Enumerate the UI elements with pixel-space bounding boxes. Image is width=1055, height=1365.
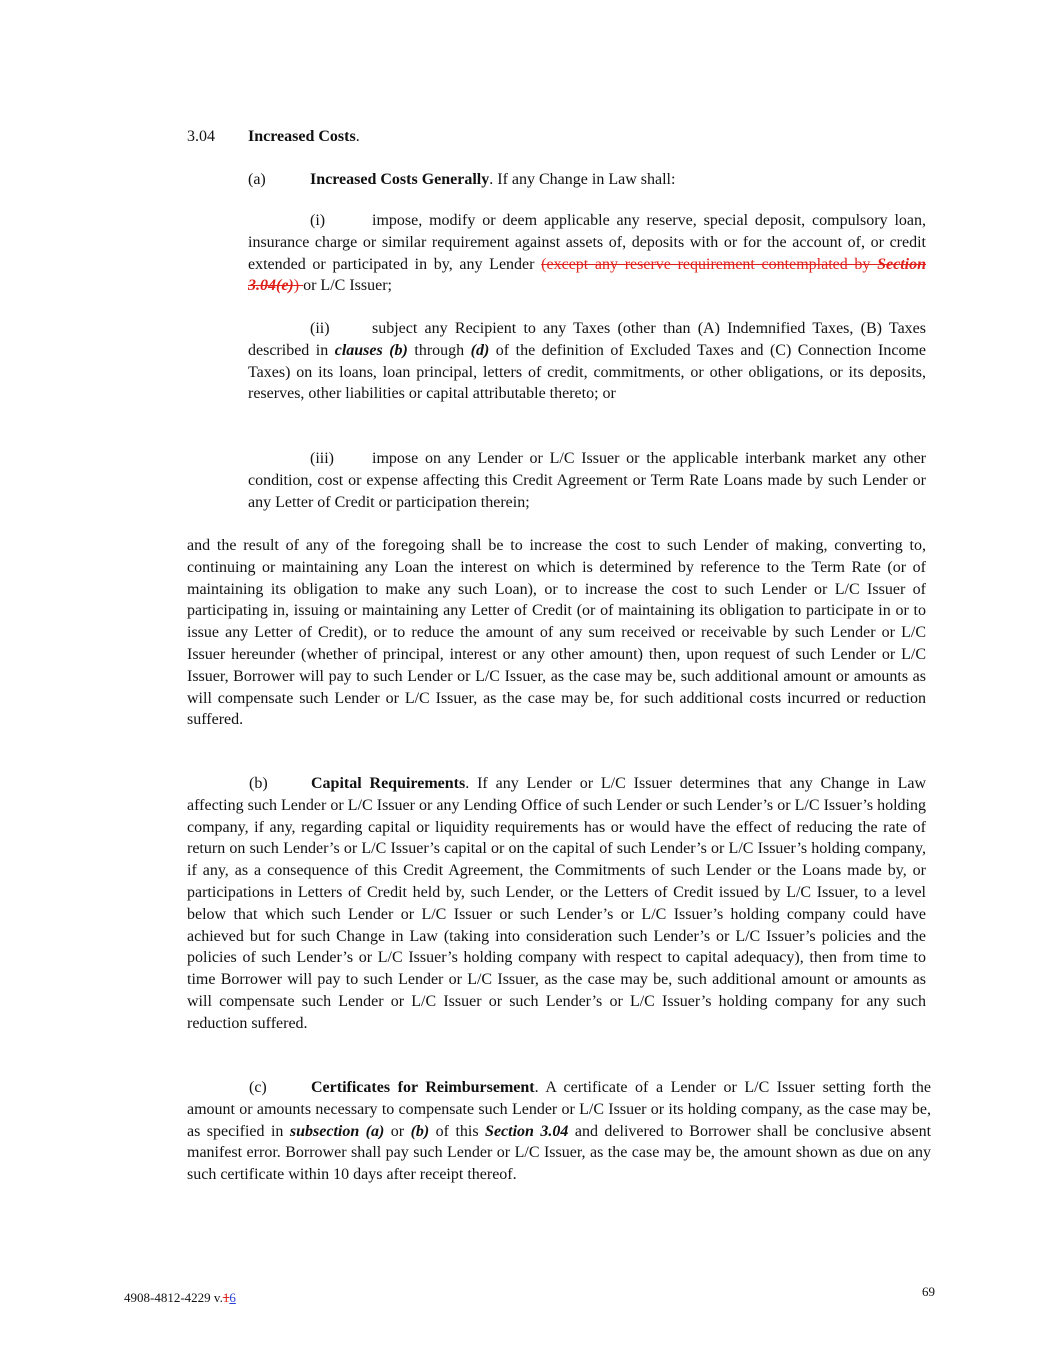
main-paragraph: and the result of any of the foregoing shall be to increase the cost to such Lender of making, converting to, continuing or maintaining any Loan the interest on which is determined by reference to the Term Rate (or of maintaining its obligation to make any such Loan), or to increase the cost to such Lender or L/C Issuer of participating in, issuing or maintaining any Letter of Credit (or of maintaining its obligation to participate in or to issue any Letter of Credit), or to reduce the amount of any sum received or receivable by such Lender or L/C Issuer hereunder (whether of principal, interest or any other amount) then, upon request of such Lender or L/C Issuer, Borrower will pay to such Lender or L/C Issuer, as the case may be, such additional amount or amounts as will compensate such Lender or L/C Issuer, as the case may be, for such additional costs incurred or reduction suffered. bbox=[187, 537, 926, 729]
section-title: Increased Costs bbox=[248, 128, 356, 145]
subsection-a-label: (a) bbox=[248, 171, 266, 188]
clause-iii: (iii) impose on any Lender or L/C Issuer or the applicable interbank market any other condition, cost or expense affecting this Credit Agreement or Term Rate Loans made by such Lender or any Letter of Credit or participation therein; bbox=[248, 450, 926, 511]
subsection-a-heading bbox=[248, 169, 675, 191]
page-number: 69 bbox=[922, 1284, 935, 1299]
deleted-text: (except any reserve requirement contemplated by bbox=[541, 255, 878, 273]
subsection-c: (c) Certificates for Reimbursement. A certificate of a Lender or L/C Issuer setting forth the amount or amounts necessary to compensate such Lender or L/C Issuer or its holding company, as the case may be, as specified in subsection (a) or (b) of this Section 3.04 and delivered to Borrower shall be conclusive absent manifest error. Borrower shall pay such Lender or L/C Issuer, as the case may be, the amount shown as due on any such certificate within 10 days after receipt thereof. bbox=[187, 1079, 932, 1184]
clause-iii-label: (iii) bbox=[310, 450, 334, 467]
subsection-a-reference: subsection (a) bbox=[289, 1122, 385, 1140]
deleted-section-reference: Section 3.04(e) bbox=[248, 255, 926, 295]
subsection-c-label: (c) bbox=[249, 1079, 267, 1096]
section-heading: 3.04 Increased Costs. bbox=[187, 126, 360, 148]
version-deleted: 1 bbox=[222, 1290, 230, 1305]
subsection-b bbox=[187, 773, 926, 1035]
clause-i: (i) impose, modify or deem applicable any reserve, special deposit, compulsory loan, insurance charge or similar requirement against assets of, deposits with or for the account of, or credit extended or participated in by, any Lender (except any reserve requirement contemplated by Section 3.04(e)) or L/C Issuer; bbox=[248, 212, 926, 295]
subsection-b-reference: (b) bbox=[410, 1122, 430, 1140]
subsection-c-title: Certificates for Reimbursement bbox=[311, 1079, 535, 1096]
clause-d-reference: (d) bbox=[470, 341, 490, 359]
document-id-footer bbox=[124, 1290, 236, 1306]
document-id: 4908-4812-4229 v. bbox=[124, 1290, 223, 1305]
subsection-a-text: . If any Change in Law shall: bbox=[489, 171, 676, 188]
version-inserted: 6 bbox=[229, 1290, 236, 1305]
subsection-b-title: Capital Requirements bbox=[311, 775, 466, 792]
subsection-a-title: Increased Costs Generally bbox=[310, 171, 490, 188]
section-number: 3.04 bbox=[187, 128, 215, 145]
clauses-reference: clauses (b) bbox=[334, 341, 408, 359]
clause-ii-label: (ii) bbox=[310, 320, 330, 337]
subsection-b-label: (b) bbox=[249, 775, 268, 792]
subsection-b-text: . If any Lender or L/C Issuer determines that any Change in Law affecting such Lender or L/C Issuer or any Lending Office of such Lender or such Lender’s or L/C Issuer’s holding company, if any, regarding capital or liquidity requirements has or would have the effect of reducing the rate of return on such Lender’s or L/C Issuer’s capital or on the capital of such Lender’s or L/C Issuer’s holding company, if any, as a consequence of this Credit Agreement, the Commitments of such Lender or the Loans made by, or participations in Letters of Credit held by, such Lender, or the Letters of Credit issued by L/C Issuer, to a level below that which such Lender or L/C Issuer or such Lender’s or L/C Issuer’s holding company could have achieved but for such Change in Law (taking into consideration such Lender’s or L/C Issuer’s policies and the policies of such Lender’s or L/C Issuer’s holding company with respect to capital adequacy), then from time to time Borrower will pay to such Lender or L/C Issuer, as the case may be, such additional amount or amounts as will compensate such Lender or L/C Issuer or such Lender’s or L/C Issuer’s holding company for any such reduction suffered. bbox=[187, 775, 927, 1032]
section-reference: Section 3.04 bbox=[485, 1122, 569, 1140]
clause-ii: (ii) subject any Recipient to any Taxes (other than (A) Indemnified Taxes, (B) Taxes described in clauses (b) through (d) of the definition of Excluded Taxes and (C) Connection Income Taxes) on its loans, loan principal, letters of credit, commitments, or other obligations, or its deposits, reserves, other liabilities or capital attributable thereto; or bbox=[248, 320, 927, 403]
clause-i-label: (i) bbox=[310, 212, 326, 229]
